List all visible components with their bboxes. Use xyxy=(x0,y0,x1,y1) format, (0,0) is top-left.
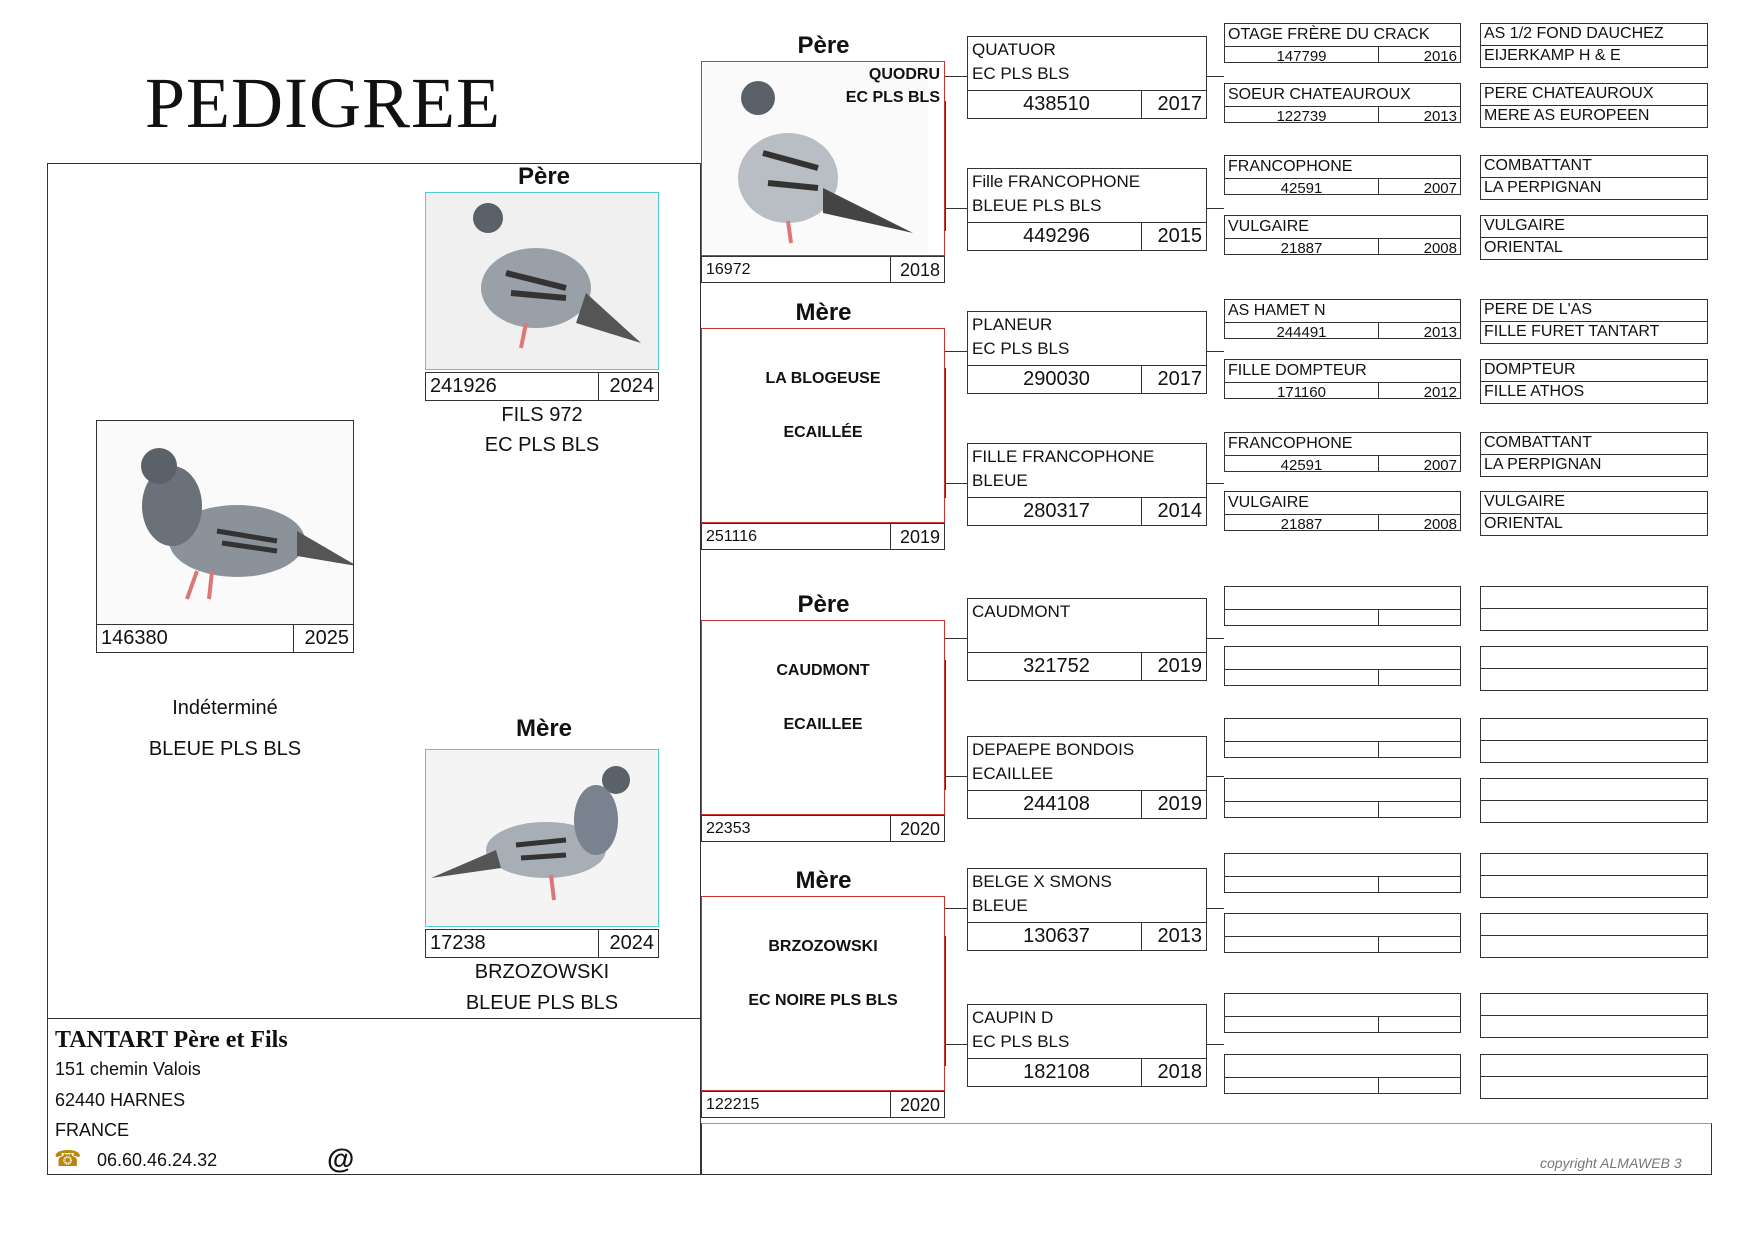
gen5-frame-a xyxy=(1480,646,1708,669)
gen5-a: VULGAIRE xyxy=(1484,493,1565,510)
gen1-sire-color: EC PLS BLS xyxy=(484,434,600,456)
gen5-frame-b xyxy=(1480,608,1708,631)
gen4-ring: 244491 xyxy=(1276,324,1327,341)
gen4-year-box xyxy=(1378,669,1461,686)
gen3-line2: EC PLS BLS xyxy=(972,1032,1070,1051)
connector xyxy=(945,776,967,777)
gen2-color: ECAILLEE xyxy=(783,716,863,733)
gen5-a: COMBATTANT xyxy=(1484,157,1592,174)
gen2-label: Mère xyxy=(795,299,852,326)
connector xyxy=(1207,638,1224,639)
gen4-name: OTAGE FRÈRE DU CRACK xyxy=(1228,26,1430,43)
connector xyxy=(945,101,946,231)
gen4-ring: 21887 xyxy=(1280,516,1323,533)
gen4-frame xyxy=(1224,646,1461,670)
gen4-name: FILLE DOMPTEUR xyxy=(1228,362,1367,379)
gen5-frame-b xyxy=(1480,935,1708,958)
connector xyxy=(945,351,967,352)
gen3-year: 2015 xyxy=(1141,222,1207,251)
gen2-ring: 16972 xyxy=(701,256,891,283)
gen2-label: Père xyxy=(797,591,850,618)
connector xyxy=(945,368,946,498)
connector xyxy=(1207,776,1224,777)
gen1-dam-name: BRZOZOWSKI xyxy=(474,961,610,983)
gen5-a: COMBATTANT xyxy=(1484,434,1592,451)
email-icon[interactable]: @ xyxy=(327,1143,355,1174)
subject-color: BLEUE PLS BLS xyxy=(148,738,302,760)
owner-address2: 62440 HARNES xyxy=(55,1090,186,1110)
gen1-dam-label: Mère xyxy=(515,715,573,742)
gen1-sire-photo-frame xyxy=(425,192,659,370)
gen4-year-box xyxy=(1378,1016,1461,1033)
gen4-ring-box xyxy=(1224,936,1379,953)
pigeon-photo xyxy=(426,750,658,926)
gen4-year-box xyxy=(1378,876,1461,893)
gen3-year: 2019 xyxy=(1141,652,1207,681)
subject-year: 2025 xyxy=(293,624,354,653)
gen4-year: 2013 xyxy=(1423,108,1457,125)
gen1-sire-ring: 241926 xyxy=(425,372,599,401)
gen3-line1: BELGE X SMONS xyxy=(972,872,1112,891)
gen3-ring: 280317 xyxy=(967,497,1142,526)
gen3-ring: 449296 xyxy=(967,222,1142,251)
gen4-year: 2007 xyxy=(1423,457,1457,474)
gen3-year: 2017 xyxy=(1141,365,1207,394)
gen2-name: QUODRU xyxy=(868,66,940,83)
gen3-line1: CAUPIN D xyxy=(972,1008,1054,1027)
gen4-ring-box xyxy=(1224,801,1379,818)
gen4-name: SOEUR CHATEAUROUX xyxy=(1228,86,1411,103)
gen4-name: VULGAIRE xyxy=(1228,218,1309,235)
gen5-b: MERE AS EUROPEEN xyxy=(1484,107,1650,124)
gen5-frame-b xyxy=(1480,800,1708,823)
gen4-frame xyxy=(1224,853,1461,877)
divider-owner xyxy=(47,1018,701,1019)
gen2-color: EC NOIRE PLS BLS xyxy=(748,992,898,1009)
phone-icon: ☎ xyxy=(54,1146,82,1171)
pigeon-photo xyxy=(97,421,353,626)
gen3-ring: 244108 xyxy=(967,790,1142,819)
gen2-color: EC PLS BLS xyxy=(845,89,940,106)
connector xyxy=(1207,483,1224,484)
subject-photo-frame xyxy=(96,420,354,653)
gen5-frame-b xyxy=(1480,1076,1708,1099)
gen4-year-box xyxy=(1378,936,1461,953)
gen4-ring-box xyxy=(1224,1077,1379,1094)
gen4-ring-box xyxy=(1224,741,1379,758)
gen5-b: LA PERPIGNAN xyxy=(1484,456,1602,473)
gen4-year-box xyxy=(1378,1077,1461,1094)
gen3-ring: 182108 xyxy=(967,1058,1142,1087)
connector xyxy=(1207,908,1224,909)
gen4-year: 2016 xyxy=(1423,48,1457,65)
gen2-year: 2018 xyxy=(890,256,945,283)
gen4-ring-box xyxy=(1224,1016,1379,1033)
connector xyxy=(945,638,967,639)
connector xyxy=(945,936,946,1066)
gen5-a: PERE CHATEAUROUX xyxy=(1484,85,1654,102)
gen2-year: 2020 xyxy=(890,815,945,842)
gen5-frame-a xyxy=(1480,586,1708,609)
gen5-frame-b xyxy=(1480,740,1708,763)
gen2-year: 2019 xyxy=(890,523,945,550)
connector xyxy=(945,483,967,484)
gen3-line2: BLEUE PLS BLS xyxy=(972,196,1102,215)
connector xyxy=(945,660,946,790)
connector xyxy=(1207,208,1224,209)
gen4-year: 2013 xyxy=(1423,324,1457,341)
gen3-year: 2014 xyxy=(1141,497,1207,526)
gen5-b: FILLE FURET TANTART xyxy=(1484,323,1660,340)
gen4-name: VULGAIRE xyxy=(1228,494,1309,511)
gen4-frame xyxy=(1224,778,1461,802)
gen4-frame xyxy=(1224,586,1461,610)
gen4-year-box xyxy=(1378,741,1461,758)
connector xyxy=(945,908,967,909)
connector xyxy=(1207,1044,1224,1045)
copyright-text: copyright ALMAWEB 3 xyxy=(1540,1155,1682,1171)
gen3-line2: BLEUE xyxy=(972,896,1028,915)
gen2-ring: 122215 xyxy=(701,1091,891,1118)
subject-ring: 146380 xyxy=(96,624,294,653)
connector xyxy=(945,1044,967,1045)
gen3-year: 2017 xyxy=(1141,90,1207,119)
gen4-ring-box xyxy=(1224,609,1379,626)
gen3-line1: Fille FRANCOPHONE xyxy=(972,172,1141,191)
gen1-dam-color: BLEUE PLS BLS xyxy=(465,992,619,1014)
gen4-ring: 122739 xyxy=(1276,108,1327,125)
gen2-name: LA BLOGEUSE xyxy=(765,370,881,387)
connector xyxy=(945,208,967,209)
gen4-ring: 21887 xyxy=(1280,240,1323,257)
gen2-label: Mère xyxy=(795,867,852,894)
gen3-line1: FILLE FRANCOPHONE xyxy=(972,447,1155,466)
gen3-line1: DEPAEPE BONDOIS xyxy=(972,740,1135,759)
gen4-ring: 42591 xyxy=(1280,457,1323,474)
gen5-frame-a xyxy=(1480,718,1708,741)
gen5-a: VULGAIRE xyxy=(1484,217,1565,234)
gen5-frame-a xyxy=(1480,913,1708,936)
gen5-b: LA PERPIGNAN xyxy=(1484,179,1602,196)
gen5-frame-a xyxy=(1480,1054,1708,1077)
gen4-name: FRANCOPHONE xyxy=(1228,158,1353,175)
gen5-frame-a xyxy=(1480,853,1708,876)
connector xyxy=(945,76,967,77)
gen5-frame-b xyxy=(1480,668,1708,691)
gen3-line1: CAUDMONT xyxy=(972,602,1071,621)
gen3-year: 2018 xyxy=(1141,1058,1207,1087)
gen4-year-box xyxy=(1378,801,1461,818)
gen2-name: CAUDMONT xyxy=(776,662,870,679)
gen3-ring: 438510 xyxy=(967,90,1142,119)
gen3-line1: QUATUOR xyxy=(972,40,1056,59)
gen1-dam-ring: 17238 xyxy=(425,929,599,958)
gen4-frame xyxy=(1224,993,1461,1017)
gen5-a: DOMPTEUR xyxy=(1484,361,1576,378)
gen1-dam-photo-frame xyxy=(425,749,659,927)
gen1-dam-year: 2024 xyxy=(598,929,659,958)
gen4-frame xyxy=(1224,718,1461,742)
gen5-b: FILLE ATHOS xyxy=(1484,383,1585,400)
gen4-year-box xyxy=(1378,609,1461,626)
gen4-frame xyxy=(1224,913,1461,937)
gen5-a: AS 1/2 FOND DAUCHEZ xyxy=(1484,25,1664,42)
gen5-frame-b xyxy=(1480,875,1708,898)
gen4-year: 2008 xyxy=(1423,240,1457,257)
gen4-name: FRANCOPHONE xyxy=(1228,435,1353,452)
gen2-color: ECAILLÉE xyxy=(783,424,863,441)
gen4-year: 2008 xyxy=(1423,516,1457,533)
gen1-sire-label: Père xyxy=(517,163,571,190)
gen4-ring: 147799 xyxy=(1276,48,1327,65)
gen5-frame-a xyxy=(1480,778,1708,801)
gen4-ring: 42591 xyxy=(1280,180,1323,197)
owner-phone: 06.60.46.24.32 xyxy=(97,1150,218,1170)
gen3-ring: 321752 xyxy=(967,652,1142,681)
gen2-name: BRZOZOWSKI xyxy=(768,938,878,955)
gen3-year: 2013 xyxy=(1141,922,1207,951)
gen5-a: PERE DE L'AS xyxy=(1484,301,1592,318)
gen4-frame xyxy=(1224,1054,1461,1078)
gen4-ring-box xyxy=(1224,876,1379,893)
gen2-ring: 251116 xyxy=(701,523,891,550)
gen4-ring: 171160 xyxy=(1277,384,1326,401)
gen3-ring: 290030 xyxy=(967,365,1142,394)
gen5-b: EIJERKAMP H & E xyxy=(1484,47,1621,64)
owner-address1: 151 chemin Valois xyxy=(55,1059,201,1079)
gen4-year: 2012 xyxy=(1423,384,1457,401)
gen3-year: 2019 xyxy=(1141,790,1207,819)
gen2-label: Père xyxy=(797,32,850,59)
owner-country: FRANCE xyxy=(55,1120,130,1140)
gen1-sire-name: FILS 972 xyxy=(501,404,583,426)
gen3-line2: ECAILLEE xyxy=(972,764,1054,783)
gen3-line1: PLANEUR xyxy=(972,315,1053,334)
gen4-year: 2007 xyxy=(1423,180,1457,197)
connector xyxy=(1207,351,1224,352)
gen3-line2: EC PLS BLS xyxy=(972,64,1070,83)
gen2-ring: 22353 xyxy=(701,815,891,842)
gen5-frame-b xyxy=(1480,1015,1708,1038)
gen1-sire-year: 2024 xyxy=(598,372,659,401)
gen4-ring-box xyxy=(1224,669,1379,686)
gen3-ring: 130637 xyxy=(967,922,1142,951)
connector xyxy=(1207,76,1224,77)
gen2-year: 2020 xyxy=(890,1091,945,1118)
gen5-b: ORIENTAL xyxy=(1484,239,1563,256)
gen5-b: ORIENTAL xyxy=(1484,515,1563,532)
page-title: PEDIGREE xyxy=(145,63,501,143)
gen4-name: AS HAMET N xyxy=(1228,302,1326,319)
gen3-line2: BLEUE xyxy=(972,471,1028,490)
gen5-frame-a xyxy=(1480,993,1708,1016)
gen3-line2: EC PLS BLS xyxy=(972,339,1070,358)
pigeon-photo xyxy=(426,193,658,369)
owner-name: TANTART Père et Fils xyxy=(55,1027,288,1053)
subject-sex: Indéterminé xyxy=(172,697,278,719)
